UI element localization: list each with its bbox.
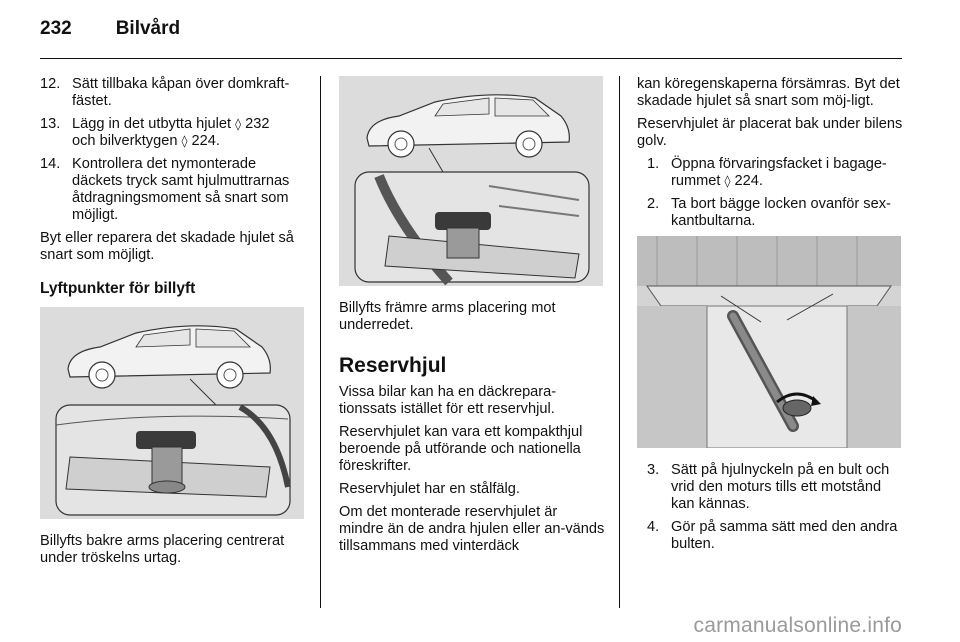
step-1 [637, 156, 903, 190]
car-lift-rear-icon [40, 307, 304, 519]
page-number: 232 [40, 18, 72, 39]
page-reference[interactable]: 232 [245, 116, 270, 132]
step-number: 3. [647, 462, 660, 478]
paragraph: Om det monterade reservhjulet är mindre än de andra hjulen eller an-vänds tillsammans med vinterdäck [339, 504, 605, 554]
paragraph: Reservhjulet kan vara ett kompakthjul beroende på utförande och nationella föreskrifter. [339, 424, 583, 474]
step-text: Gör på samma sätt med den andra bulten. [671, 519, 898, 552]
paragraph: kan köregenskaperna försämras. Byt det skadade hjulet så snart som möj-ligt. [637, 76, 900, 109]
step-text-part: Öppna förvaringsfacket i bagage-rummet [671, 156, 887, 189]
step-text: Sätt på hjulnyckeln på en bult och vrid den moturs tills ett motstånd kan kännas. [671, 462, 890, 512]
column-2 [339, 76, 605, 561]
paragraph: Byt eller reparera det skadade hjulet så snart som möjligt. [40, 230, 294, 263]
step-text-part: och bilverktygen [72, 133, 182, 149]
paragraph: Reservhjulet har en stålfälg. [339, 481, 520, 497]
column-1 [40, 76, 306, 573]
step-14 [40, 156, 306, 224]
figure-caption: Billyfts främre arms placering mot underredet. [339, 300, 556, 333]
page-reference-icon: ◊ [235, 117, 242, 131]
column-3 [637, 76, 903, 559]
spare-wheel-bolts-illustration [637, 236, 901, 448]
watermark: carmanualsonline.info [693, 614, 902, 637]
step-number: 13. [40, 116, 61, 132]
lift-rear-arm-illustration [40, 307, 304, 519]
page-reference-icon: ◊ [724, 174, 731, 188]
step-3 [637, 462, 903, 513]
step-12 [40, 76, 306, 110]
page-reference[interactable]: 224. [734, 173, 763, 189]
step-number: 4. [647, 519, 660, 535]
paragraph: Vissa bilar kan ha en däckrepara-tionssats istället för ett reservhjul. [339, 384, 557, 417]
step-text: Ta bort bägge locken ovanför sex-kantbultarna. [671, 196, 891, 229]
subheading: Lyftpunkter för billyft [40, 280, 196, 297]
step-13 [40, 116, 306, 150]
step-4 [637, 519, 903, 553]
step-number: 1. [647, 156, 660, 172]
figure-caption: Billyfts bakre arms placering centrerat under tröskelns urtag. [40, 533, 285, 566]
step-2 [637, 196, 903, 230]
page-reference-icon: ◊ [181, 134, 188, 148]
step-text-part: Lägg in det utbytta hjulet [72, 116, 236, 132]
step-text [671, 156, 903, 190]
lift-front-arm-illustration [339, 76, 603, 286]
section-title: Bilvård [115, 18, 181, 39]
step-text: Kontrollera det nymonterade däckets tryck samt hjulmuttrarnas åtdragningsmoment så snart som möjligt. [72, 156, 290, 223]
step-number: 2. [647, 196, 660, 212]
page-header [40, 18, 180, 48]
column-divider [619, 76, 620, 608]
page-reference[interactable]: 224. [191, 133, 220, 149]
step-text: Sätt tillbaka kåpan över domkraft-fästet. [72, 76, 290, 109]
car-lift-front-icon [339, 76, 603, 286]
paragraph: Reservhjulet är placerat bak under bilens golv. [637, 116, 903, 149]
step-number: 14. [40, 156, 61, 172]
step-number: 12. [40, 76, 61, 92]
wheel-wrench-icon [637, 236, 901, 448]
step-text [72, 116, 306, 150]
header-divider [40, 58, 902, 59]
column-divider [320, 76, 321, 608]
section-heading: Reservhjul [339, 354, 447, 377]
